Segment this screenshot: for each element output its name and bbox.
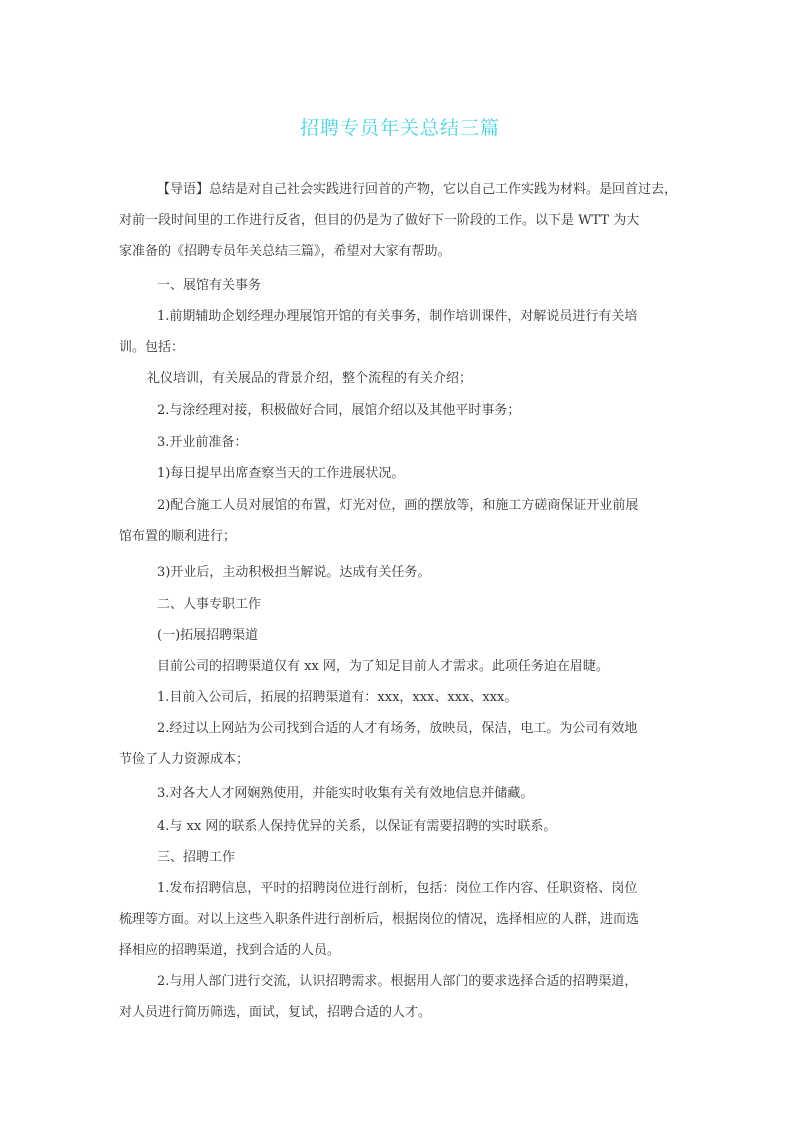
paragraph-line: 1.目前入公司后，拓展的招聘渠道有：xxx，xxx、xxx、xxx。 [157,690,518,705]
document-title: 招聘专员年关总结三篇 [299,117,500,139]
paragraph-line: 训。包括： [119,340,185,355]
paragraph-line: 1.发布招聘信息，平时的招聘岗位进行剖析，包括：岗位工作内容、任职资格、岗位 [157,881,638,896]
intro-line-2: 对前一段时间里的工作进行反省，但目的仍是为了做好下一阶段的工作。以下是 WTT 为大 [119,213,640,228]
paragraph-line: 2.与用人部门进行交流，认识招聘需求。根据用人部门的要求选择合适的招聘渠道， [157,974,638,989]
paragraph-line: 2.经过以上网站为公司找到合适的人才有场务，放映员，保洁，电工。为公司有效地 [157,721,638,736]
paragraph-line: 1)每日提早出席查察当天的工作进展状况。 [157,466,405,481]
paragraph-line: 3.对各大人才网娴熟使用，并能实时收集有关有效地信息并储藏。 [157,786,534,801]
paragraph-line: 4.与 xx 网的联系人保持优异的关系，以保证有需要招聘的实时联系。 [157,819,557,834]
paragraph-line: 梳理等方面。对以上这些入职条件进行剖析后，根据岗位的情况，选择相应的人群，进而选 [119,912,640,927]
section-heading-3: 三、招聘工作 [157,850,236,865]
section-heading-1: 一、展馆有关事务 [157,278,262,293]
paragraph-line: 2)配合施工人员对展馆的布置，灯光对位，画的摆放等，和施工方磋商保证开业前展 [157,498,639,513]
section-heading-2: 二、人事专职工作 [157,597,262,612]
paragraph-line: 3.开业前准备： [157,435,248,450]
paragraph-line: 节俭了人力资源成本； [119,752,250,767]
paragraph-line: 对人员进行简历筛选，面试，复试，招聘合适的人才。 [119,1005,432,1020]
paragraph-line: 礼仪培训，有关展品的背景介绍，整个流程的有关介绍； [147,371,473,386]
intro-line-1: 【导语】总结是对自己社会实践进行回首的产物，它以自己工作实践为材料。是回首过去， [157,182,678,197]
paragraph-line: 目前公司的招聘渠道仅有 xx 网，为了知足目前人才需求。此项任务迫在眉睫。 [157,659,609,674]
paragraph-line: 1.前期辅助企划经理办理展馆开馆的有关事务，制作培训课件，对解说员进行有关培 [157,309,638,324]
paragraph-line: 2.与涂经理对接，积极做好合同，展馆介绍以及其他平时事务； [157,403,521,418]
paragraph-line: 3)开业后，主动积极担当解说。达成有关任务。 [157,565,431,580]
intro-line-3: 家准备的《招聘专员年关总结三篇》，希望对大家有帮助。 [119,244,451,259]
paragraph-line: 馆布置的顺利进行； [119,529,237,544]
subsection-heading: (一)拓展招聘渠道 [157,628,259,643]
paragraph-line: 择相应的招聘渠道，找到合适的人员。 [119,943,341,958]
